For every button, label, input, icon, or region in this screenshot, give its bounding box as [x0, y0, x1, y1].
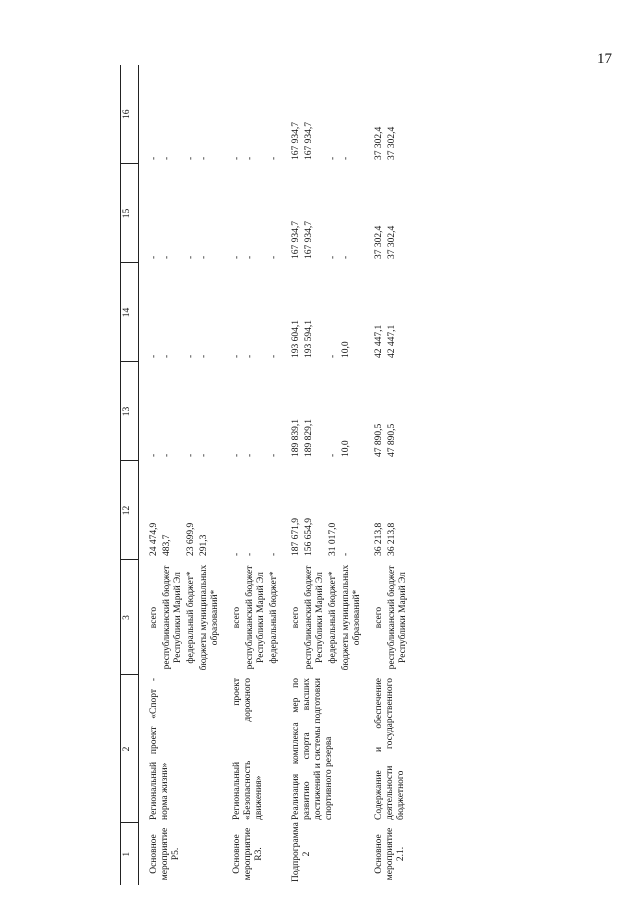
value-cell: -	[232, 453, 242, 457]
value-cell: -	[199, 354, 209, 358]
value-cell: -	[245, 354, 255, 358]
table-row	[364, 65, 386, 885]
funding-source: республиканский бюджет Республики Марий Эл	[387, 565, 408, 670]
value-cell: 42 447,1	[374, 324, 384, 358]
value-cell: 23 699,9	[186, 522, 196, 556]
value-cell: 37 302,4	[387, 126, 397, 160]
value-cell: 37 302,4	[374, 225, 384, 259]
value-cell: -	[269, 156, 279, 160]
column-header: 14	[121, 263, 139, 362]
funding-source: республиканский бюджет Республики Марий Эл	[162, 565, 183, 670]
value-cell: -	[186, 453, 196, 457]
funding-source: бюджеты муниципальных образований*	[199, 564, 220, 671]
value-cell: 36 213,8	[374, 522, 384, 556]
value-cell: -	[232, 156, 242, 160]
value-cell: -	[328, 354, 338, 358]
row-code: Основное мероприятие R3.	[232, 827, 264, 881]
row-title: Региональный проект «Безопасность дорожного движения»	[232, 678, 264, 820]
value-cell: -	[149, 156, 159, 160]
value-cell: -	[232, 354, 242, 358]
column-header: 16	[121, 65, 139, 164]
value-cell: 167 934,7	[304, 122, 314, 160]
funding-source: республиканский бюджет Республики Марий Эл	[245, 565, 266, 670]
value-cell: -	[269, 552, 279, 556]
value-cell: 37 302,4	[387, 225, 397, 259]
value-cell: 10,0	[341, 440, 351, 457]
value-cell: -	[162, 453, 172, 457]
value-cell: 167 934,7	[291, 221, 301, 259]
funding-source: всего	[232, 606, 242, 629]
value-cell: 42 447,1	[387, 324, 397, 358]
column-header: 13	[121, 362, 139, 461]
value-cell: -	[149, 453, 159, 457]
value-cell: -	[186, 156, 196, 160]
value-cell: 189 839,1	[291, 419, 301, 457]
value-cell: -	[341, 255, 351, 259]
column-header: 2	[121, 675, 139, 823]
value-cell: -	[162, 156, 172, 160]
value-cell: -	[232, 552, 242, 556]
page-number: 17	[597, 51, 612, 67]
value-cell: -	[199, 255, 209, 259]
value-cell: -	[232, 255, 242, 259]
value-cell: 24 474,9	[149, 522, 159, 556]
funding-source: республиканский бюджет Республики Марий Эл	[304, 565, 325, 670]
value-cell: -	[186, 255, 196, 259]
value-cell: 193 594,1	[304, 320, 314, 358]
header-row	[121, 65, 139, 885]
value-cell: 189 829,1	[304, 419, 314, 457]
column-header: 3	[121, 560, 139, 675]
value-cell: 483,7	[162, 534, 172, 556]
financing-table	[120, 65, 432, 885]
value-cell: -	[245, 255, 255, 259]
value-cell: -	[149, 354, 159, 358]
value-cell: -	[328, 156, 338, 160]
funding-source: федеральный бюджет*	[328, 571, 338, 664]
value-cell: -	[328, 453, 338, 457]
row-title: Реализация комплекса мер по развитию спорта высших достижений и системы подготовки спортивного резерва	[291, 678, 334, 820]
funding-source: всего	[374, 606, 384, 629]
value-cell: -	[328, 255, 338, 259]
funding-source: федеральный бюджет*	[186, 571, 196, 664]
column-header: 15	[121, 164, 139, 263]
value-cell: -	[245, 453, 255, 457]
funding-source: всего	[149, 606, 159, 629]
value-cell: -	[199, 156, 209, 160]
value-cell: 37 302,4	[374, 126, 384, 160]
value-cell: -	[149, 255, 159, 259]
value-cell: -	[269, 255, 279, 259]
value-cell: 156 654,9	[304, 518, 314, 556]
funding-source: федеральный бюджет*	[269, 571, 279, 664]
value-cell: 187 671,9	[291, 518, 301, 556]
row-code: Подпрограмма 2	[291, 822, 312, 882]
funding-source: всего	[291, 606, 301, 629]
row-code: Основное мероприятие 2.1.	[374, 827, 406, 881]
value-cell: -	[269, 453, 279, 457]
value-cell: -	[162, 354, 172, 358]
rotated-table-wrapper	[120, 65, 540, 885]
value-cell: -	[245, 552, 255, 556]
value-cell: 47 890,5	[374, 423, 384, 457]
value-cell: -	[269, 354, 279, 358]
row-code: Основное мероприятие Р5.	[149, 827, 181, 881]
value-cell: 291,3	[199, 534, 209, 556]
table-row	[139, 65, 162, 885]
value-cell: 10,0	[341, 341, 351, 358]
value-cell: 36 213,8	[387, 522, 397, 556]
value-cell: -	[245, 156, 255, 160]
value-cell: -	[162, 255, 172, 259]
value-cell: 193 604,1	[291, 320, 301, 358]
value-cell: 47 890,5	[387, 423, 397, 457]
value-cell: 31 017,0	[328, 522, 338, 556]
value-cell: 167 934,7	[291, 122, 301, 160]
value-cell: -	[186, 354, 196, 358]
column-header: 1	[121, 823, 139, 885]
value-cell: 167 934,7	[304, 221, 314, 259]
column-header: 12	[121, 461, 139, 560]
value-cell: -	[341, 156, 351, 160]
row-title: Региональный проект «Спорт - норма жизни»	[149, 678, 170, 820]
table-row	[222, 65, 244, 885]
table-row	[281, 65, 303, 885]
value-cell: -	[199, 453, 209, 457]
funding-source: бюджеты муниципальных образований*	[341, 564, 362, 671]
row-title: Содержание и обеспечение деятельности государственного бюджетного	[374, 678, 406, 820]
value-cell: -	[341, 552, 351, 556]
